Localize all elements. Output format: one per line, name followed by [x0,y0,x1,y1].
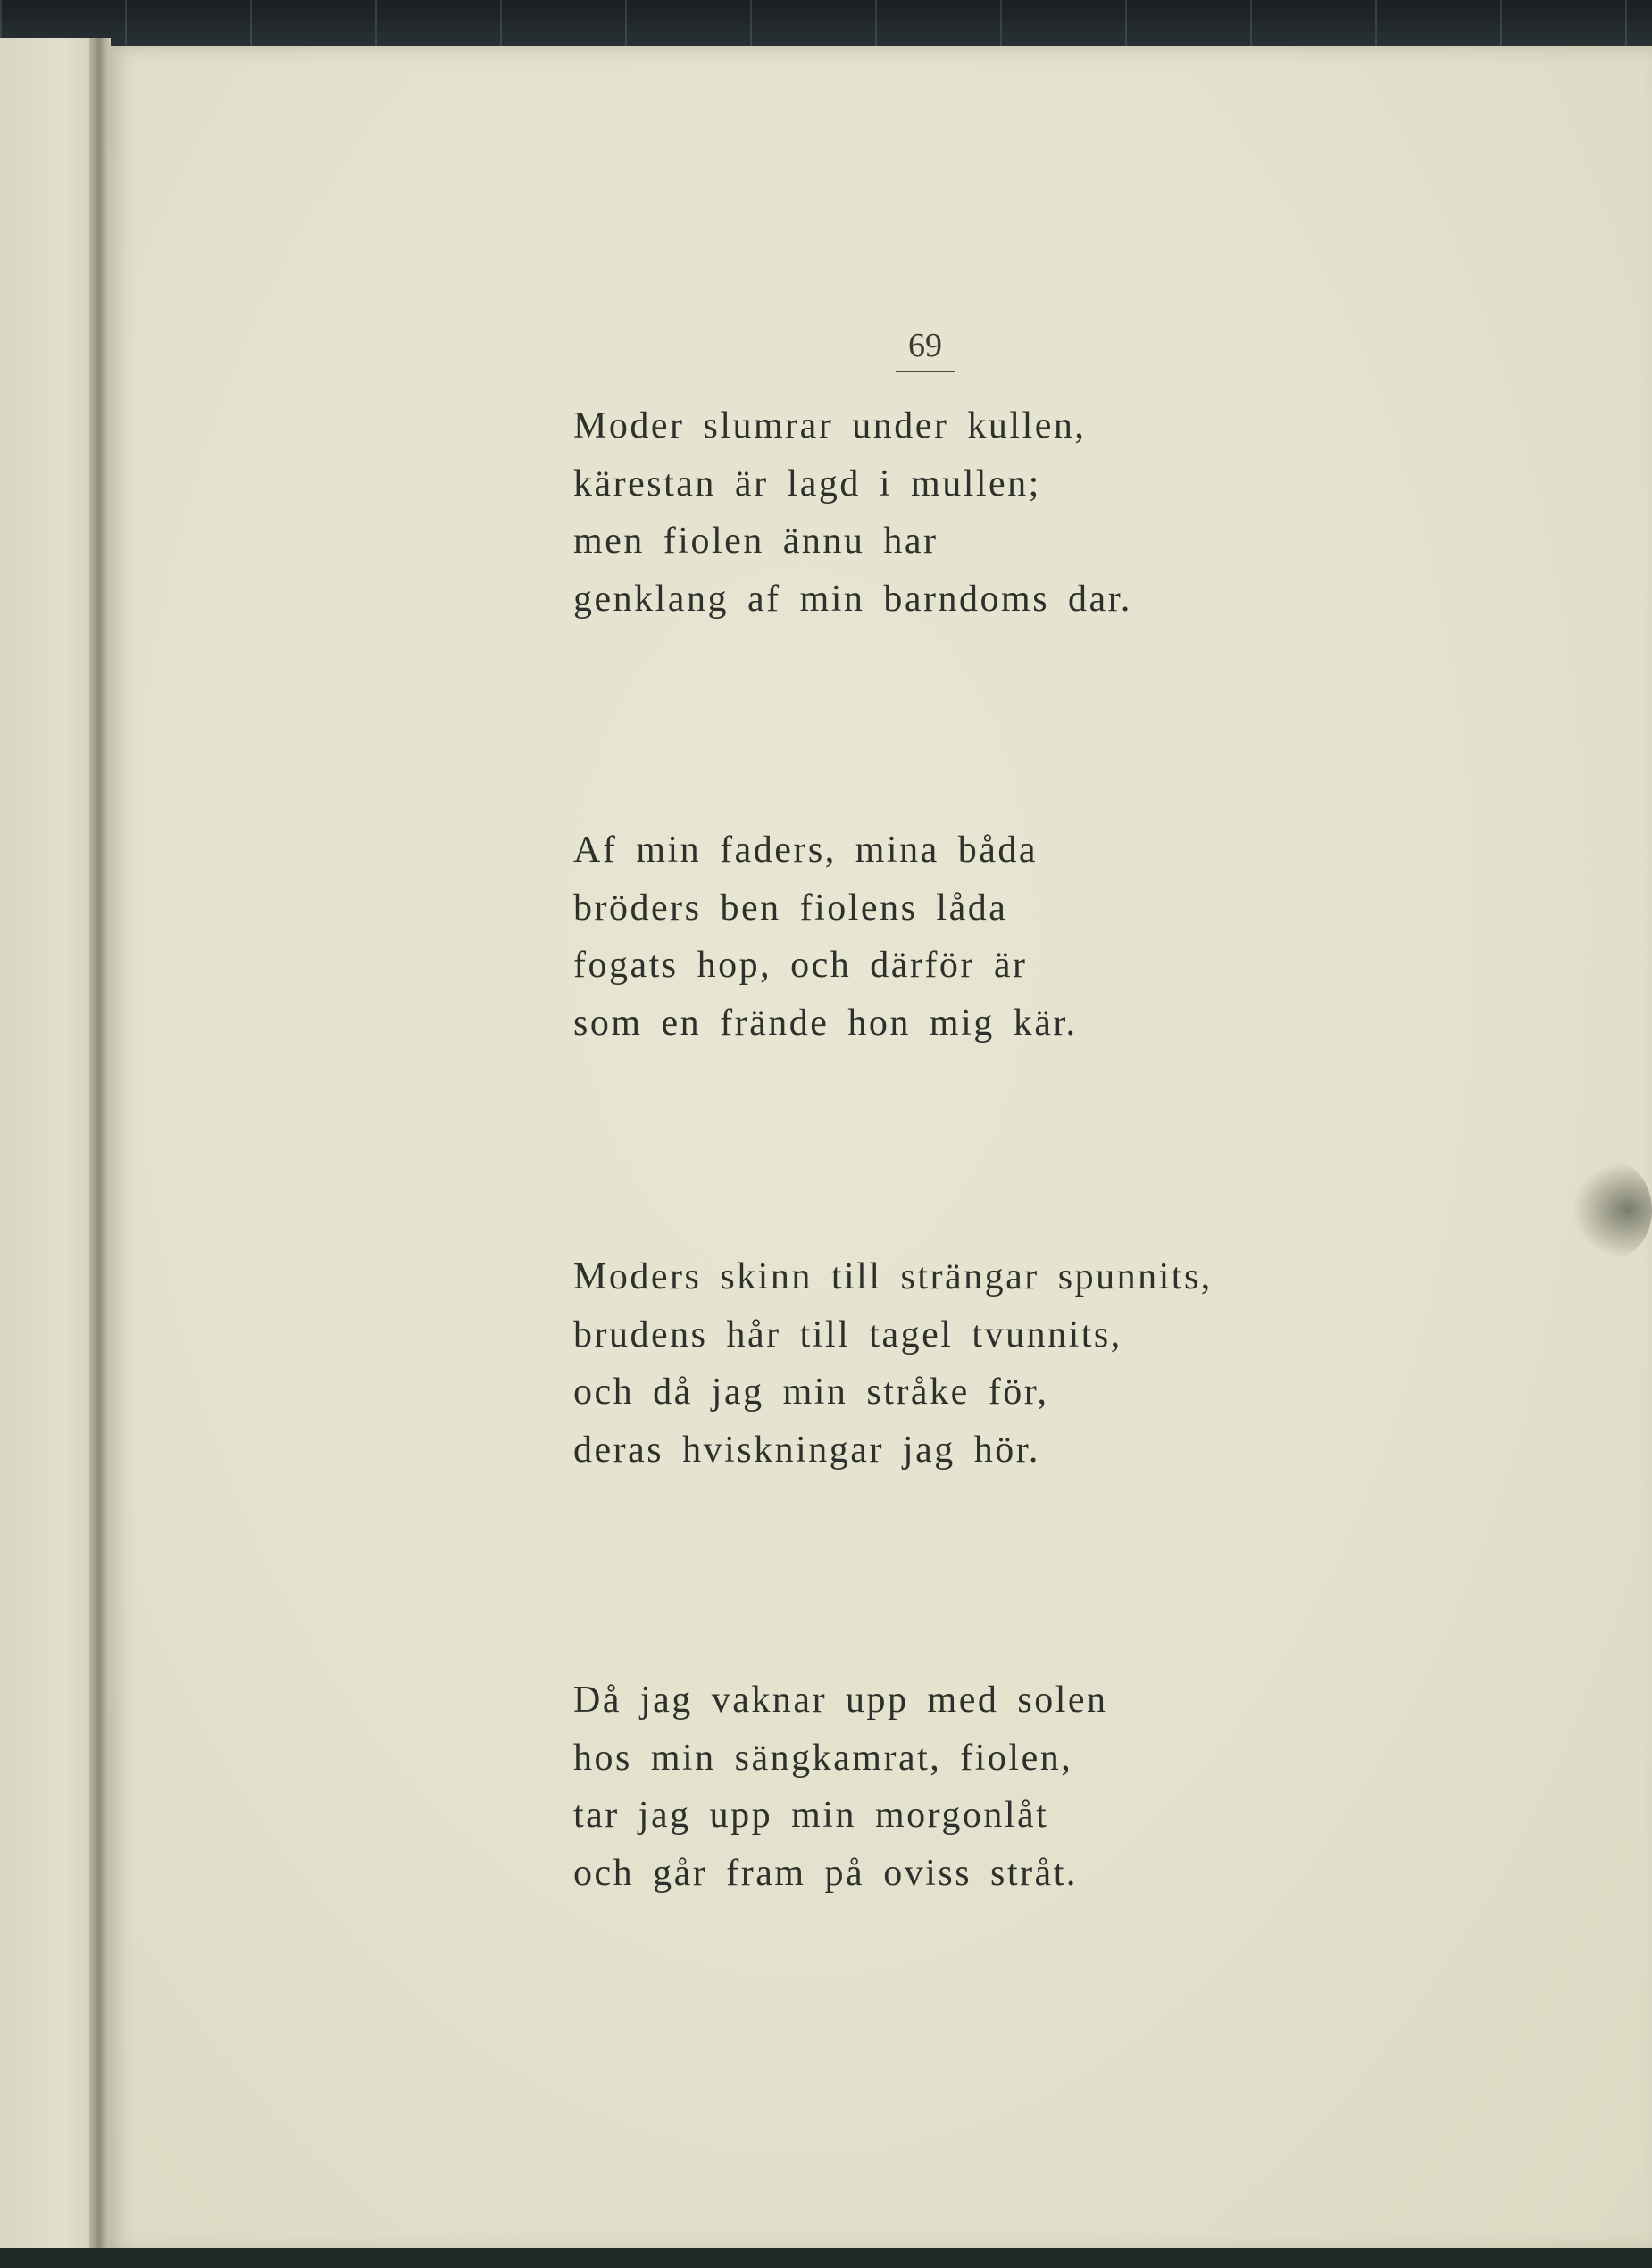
book-page [107,46,1652,2252]
verse-line: Moder slumrar under kullen, [573,405,1087,446]
stanza-2 [573,821,1078,1052]
verse-line: och går fram på oviss stråt. [573,1852,1078,1894]
verse-line: Moders skinn till strängar spunnits, [573,1256,1213,1297]
page-smudge [1572,1161,1652,1259]
scan-bed-grid [0,0,1652,54]
verse-line: som en frände hon mig kär. [573,1002,1078,1044]
page-number: 69 [908,327,942,364]
verse-line: deras hviskningar jag hör. [573,1429,1040,1471]
stanza-1 [573,397,1132,628]
stanza-4 [573,1672,1108,1902]
page-number-rule [896,371,955,372]
scan-bed-top [0,0,1652,54]
verse-line: brudens hår till tagel tvunnits, [573,1313,1122,1355]
scan-bed-bottom [0,2248,1652,2268]
verse-line: Af min faders, mina båda [573,830,1039,871]
verse-line: fogats hop, och därför är [573,945,1028,986]
stanza-3 [573,1248,1213,1479]
verse-line: bröders ben fiolens låda [573,887,1008,929]
verse-line: genklang af min barndoms dar. [573,578,1132,620]
verse-line: Då jag vaknar upp med solen [573,1680,1108,1721]
verse-line: hos min sängkamrat, fiolen, [573,1737,1073,1779]
verse-line: och då jag min stråke för, [573,1372,1049,1413]
page-number-block [896,326,955,372]
verse-line: tar jag upp min morgonlåt [573,1795,1049,1836]
verse-line: men fiolen ännu har [573,521,939,562]
verse-line: kärestan är lagd i mullen; [573,463,1041,504]
